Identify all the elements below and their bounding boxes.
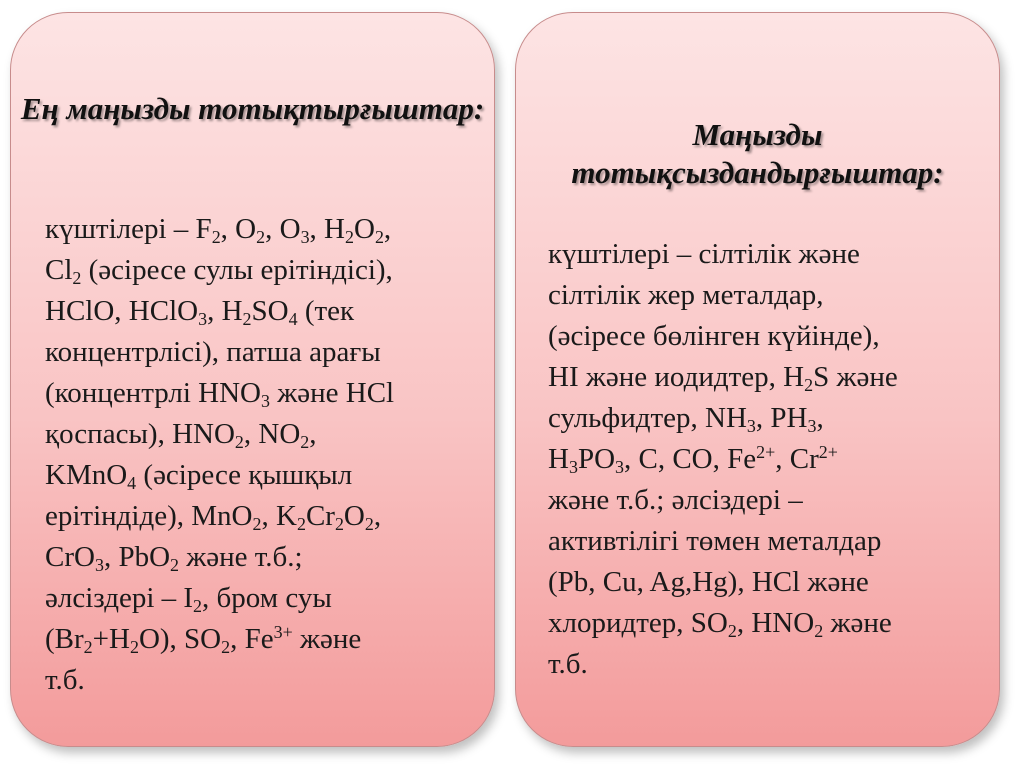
reducers-title bbox=[516, 116, 999, 192]
oxidizers-line: KMnO$_4$ (әсіресе қышқыл bbox=[45, 459, 353, 494]
oxidizers-line: қоспасы), $HNO_2$, $NO_2$, bbox=[45, 418, 317, 453]
reducers-line: және т.б.; әлсіздері – bbox=[548, 484, 803, 516]
reducers-title-line-1: Маңызды bbox=[692, 117, 823, 152]
reducers-line: (Pb, Cu, Ag,Hg), HCl және bbox=[548, 566, 869, 598]
oxidizers-line: күштілері – $F_2$, $O_2$, $O_3$, $H_2O_2$, bbox=[45, 213, 392, 248]
reducers-line: сульфидтер, $NH_3$, $PH_3$, bbox=[548, 402, 824, 437]
reducers-line: $H_3PO_3$, C, CO, $Fe^{2+}$, $Cr^{2+}$ bbox=[548, 442, 838, 478]
oxidizers-line: HClO, HClO$_3$, $H_2SO_4$ (тек bbox=[45, 295, 355, 330]
oxidizers-title bbox=[11, 90, 494, 128]
reducers-line: HI және иодидтер, $H_2S$ және bbox=[548, 361, 898, 396]
reducers-card bbox=[515, 12, 1000, 747]
reducers-title-line-2: тотықсыздандырғыштар: bbox=[571, 155, 944, 190]
reducers-text bbox=[548, 234, 898, 685]
oxidizers-text bbox=[45, 209, 394, 701]
oxidizers-title-line-2: тотықтырғыштар: bbox=[198, 91, 485, 126]
reducers-line: күштілері – сілтілік және bbox=[548, 238, 860, 270]
oxidizers-line: $(Br_2+H_2O)$, $SO_2$, $Fe^{3+}$ және bbox=[45, 622, 362, 658]
oxidizers-line: (концентрлі $HNO_3$ және HCl bbox=[45, 377, 395, 412]
reducers-line: т.б. bbox=[548, 648, 588, 680]
reducers-line: (әсіресе бөлінген күйінде), bbox=[548, 320, 880, 352]
oxidizers-line: CrO$_3$, PbO$_2$ және т.б.; bbox=[45, 541, 303, 576]
oxidizers-card bbox=[10, 12, 495, 747]
oxidizers-line: ерітіндіде), MnO$_2$, $K_2Cr_2O_2$, bbox=[45, 500, 382, 535]
oxidizers-line: т.б. bbox=[45, 664, 85, 696]
oxidizers-title-line-1: Ең маңызды bbox=[20, 91, 191, 126]
oxidizers-line: концентрлісі), патша арағы bbox=[45, 336, 381, 368]
oxidizers-line: $Cl_2$ (әсіресе сулы ерітіндісі), bbox=[45, 254, 393, 289]
reducers-line: сілтілік жер металдар, bbox=[548, 279, 824, 311]
reducers-line: хлоридтер, $SO_2$, $HNO_2$ және bbox=[548, 607, 892, 642]
oxidizers-line: әлсіздері – $I_2$, бром суы bbox=[45, 582, 332, 617]
reducers-line: активтілігі төмен металдар bbox=[548, 525, 882, 557]
